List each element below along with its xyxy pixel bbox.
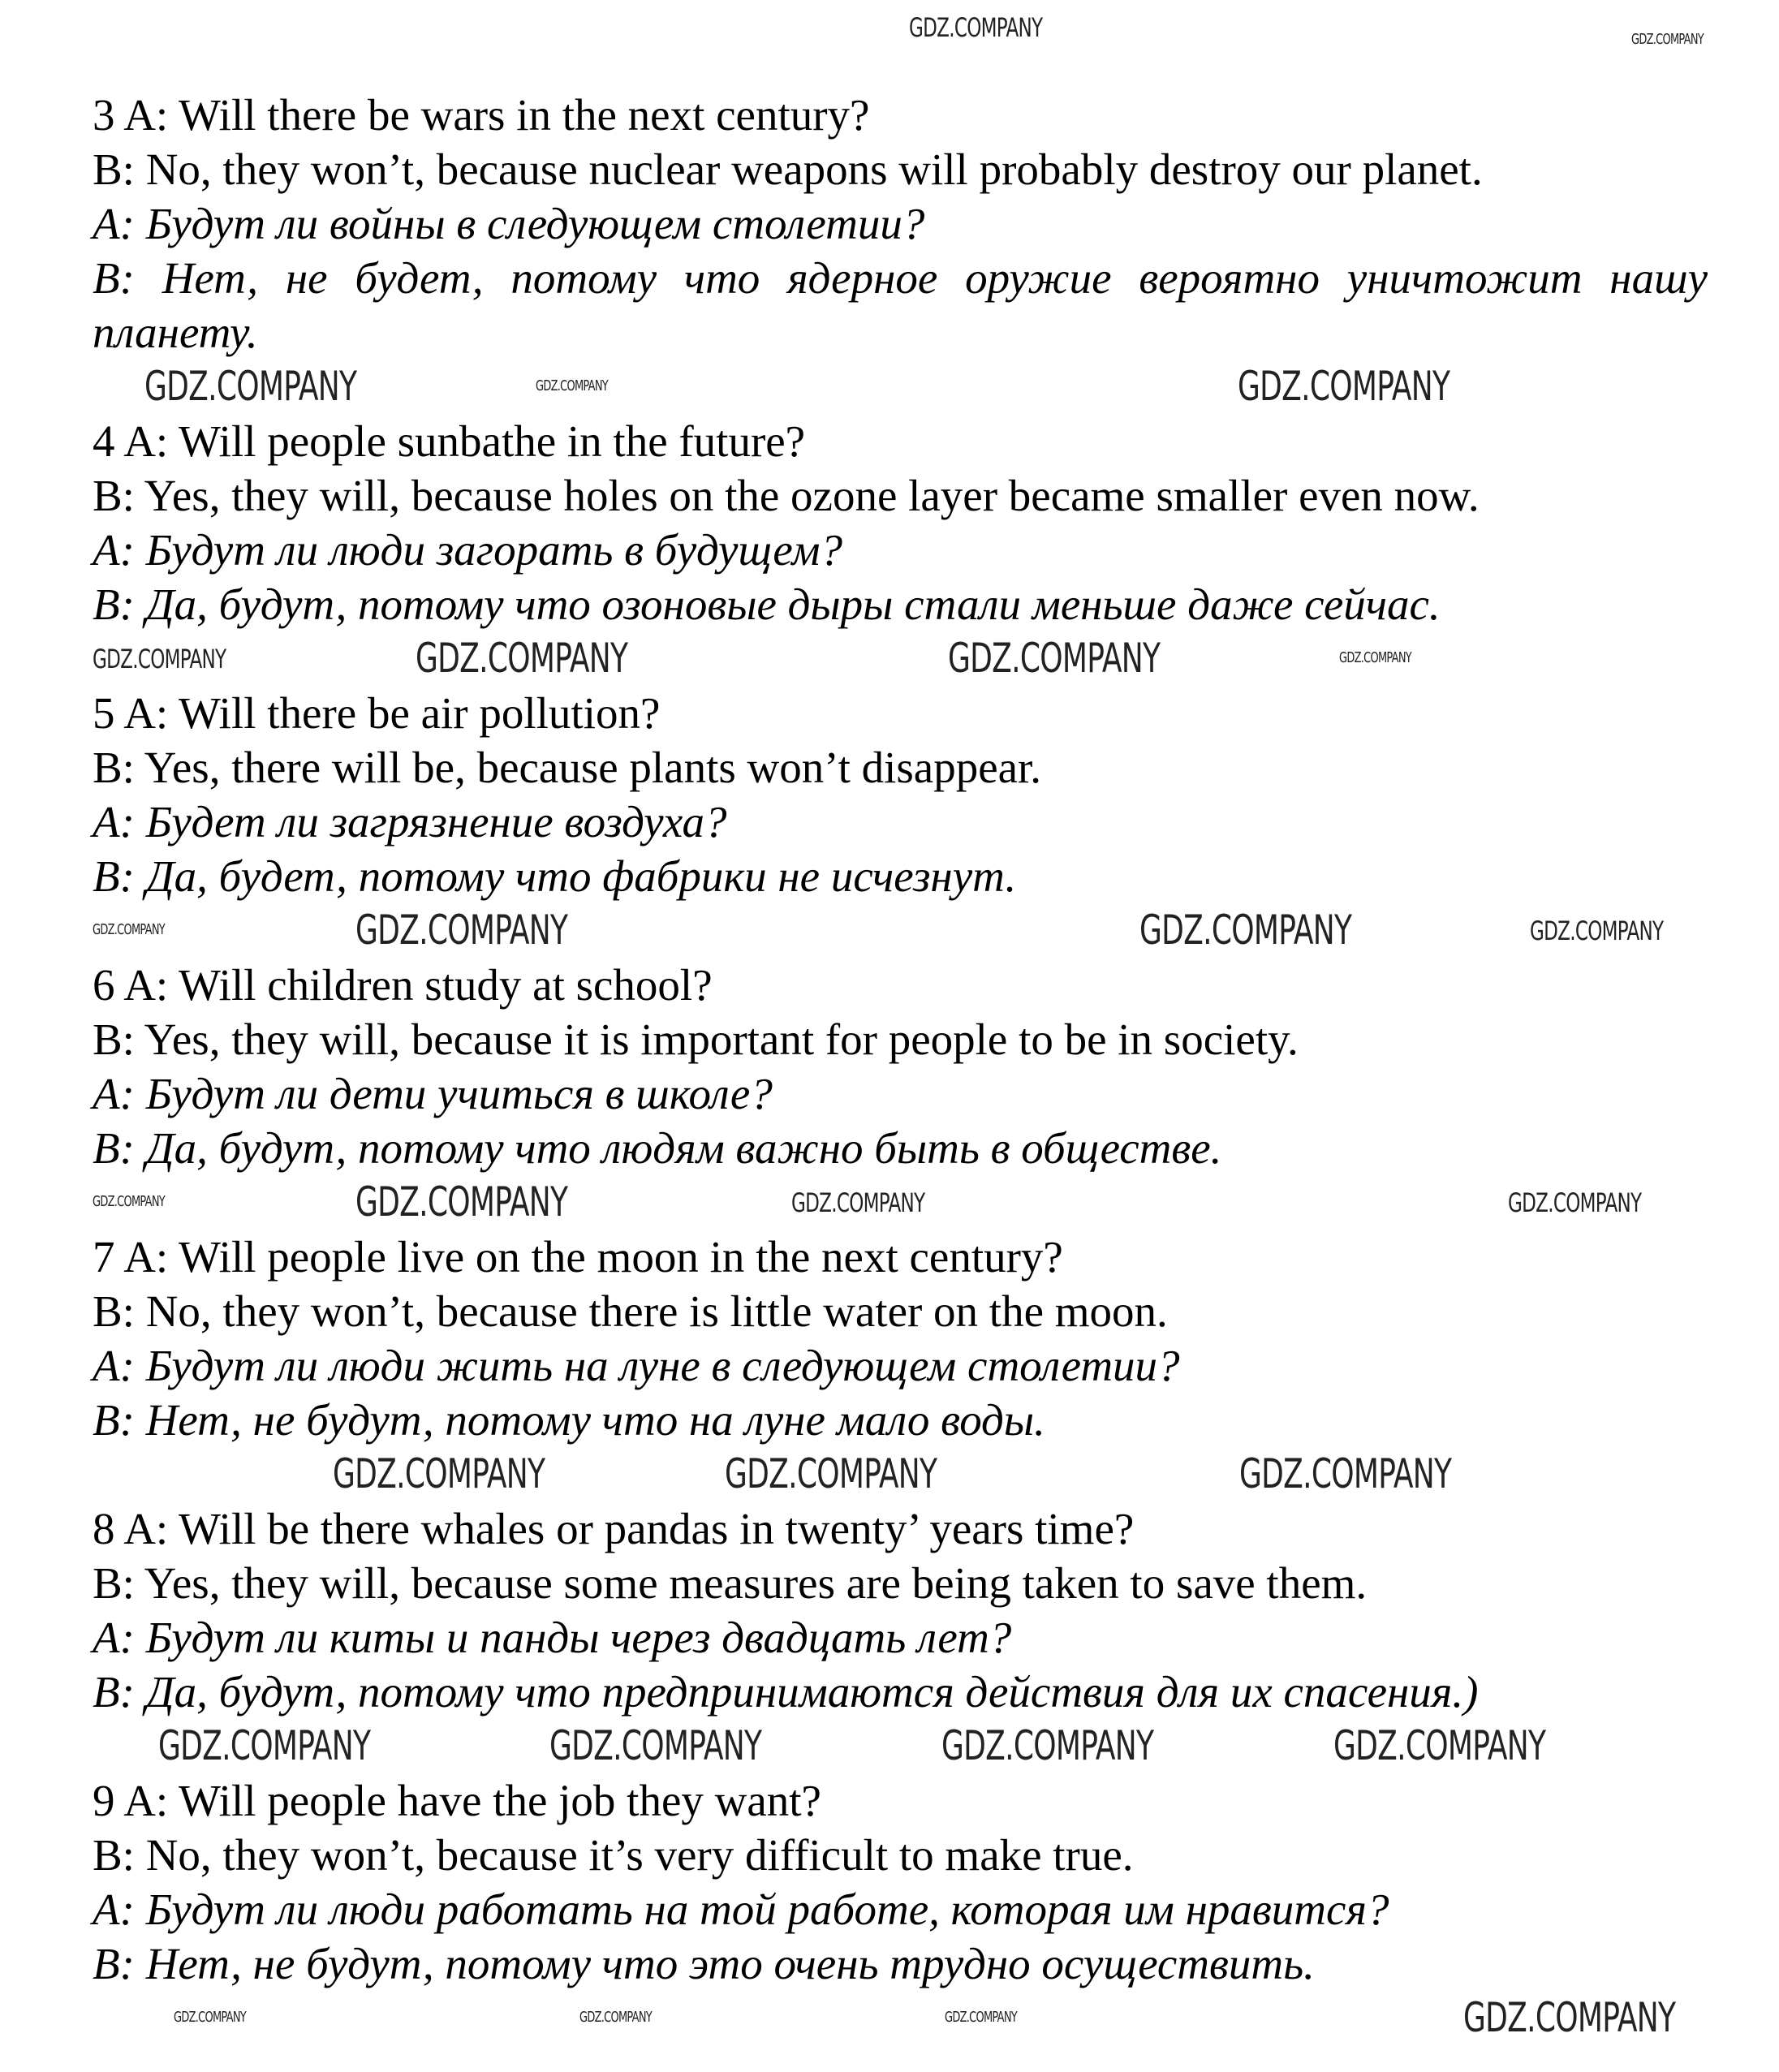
- question-en: 8 A: Will be there whales or pandas in twenty’ years time?: [93, 1504, 1135, 1553]
- watermark: GDZ.COMPANY: [174, 2009, 246, 2026]
- question-ru: A: Будут ли люди работать на той работе, которая им нравится?: [93, 1885, 1389, 1934]
- block-gap: [93, 631, 1708, 686]
- watermark: GDZ.COMPANY: [791, 1187, 925, 1218]
- watermark: GDZ.COMPANY: [945, 2009, 1017, 2026]
- watermark: GDZ.COMPANY: [158, 1722, 371, 1769]
- answer-en: B: No, they won’t, because there is little water on the moon.: [93, 1286, 1168, 1336]
- block-gap: [93, 903, 1708, 958]
- question-ru: A: Будут ли люди загорать в будущем?: [93, 525, 842, 575]
- answer-en: B: Yes, there will be, because plants won’t disappear.: [93, 743, 1042, 792]
- dialogue-9: [93, 1773, 1708, 1991]
- block-gap: [93, 1719, 1708, 1773]
- question-en: 4 A: Will people sunbathe in the future?: [93, 416, 806, 466]
- block-gap: [93, 360, 1708, 414]
- dialogue-5: [93, 686, 1708, 903]
- question-en: 5 A: Will there be air pollution?: [93, 688, 661, 738]
- bottom-margin: [93, 1991, 1708, 2045]
- question-ru: A: Будут ли дети учиться в школе?: [93, 1069, 773, 1118]
- block-gap: [93, 1447, 1708, 1501]
- answer-ru: B: Да, будут, потому что предпринимаются действия для их спасения.): [93, 1667, 1479, 1717]
- watermark: GDZ.COMPANY: [1139, 907, 1352, 954]
- watermark: GDZ.COMPANY: [579, 2009, 652, 2026]
- top-margin: [0, 0, 1779, 88]
- watermark: GDZ.COMPANY: [725, 1450, 937, 1497]
- watermark: GDZ.COMPANY: [144, 363, 357, 410]
- answer-en: B: No, they won’t, because nuclear weapons will probably destroy our planet.: [93, 144, 1483, 194]
- watermark: GDZ.COMPANY: [941, 1722, 1154, 1769]
- watermark: GDZ.COMPANY: [1463, 1994, 1676, 2041]
- answer-ru: B: Нет, не будут, потому что это очень трудно осуществить.: [93, 1939, 1315, 1988]
- dialogue-4: [93, 414, 1708, 631]
- dialogue-6: [93, 958, 1708, 1175]
- question-en: 9 A: Will people have the job they want?: [93, 1776, 821, 1825]
- answer-ru: B: Да, будет, потому что фабрики не исчезнут.: [93, 851, 1017, 901]
- watermark: GDZ.COMPANY: [1530, 915, 1664, 946]
- answer-en: B: No, they won’t, because it’s very difficult to make true.: [93, 1830, 1134, 1880]
- watermark: GDZ.COMPANY: [1333, 1722, 1546, 1769]
- watermark: GDZ.COMPANY: [93, 921, 165, 938]
- question-ru: A: Будут ли люди жить на луне в следующем столетии?: [93, 1341, 1180, 1390]
- answer-en: B: Yes, they will, because holes on the ozone layer became smaller even now.: [93, 471, 1480, 520]
- question-en: 6 A: Will children study at school?: [93, 960, 713, 1010]
- watermark: GDZ.COMPANY: [909, 12, 1043, 43]
- question-ru: A: Будут ли войны в следующем столетии?: [93, 199, 925, 248]
- watermark: GDZ.COMPANY: [93, 1193, 165, 1210]
- answer-en: B: Yes, they will, because some measures are being taken to save them.: [93, 1558, 1368, 1608]
- watermark: GDZ.COMPANY: [416, 635, 628, 682]
- question-en: 3 A: Will there be wars in the next century?: [93, 90, 870, 140]
- block-gap: [93, 1175, 1708, 1230]
- question-ru: A: Будут ли киты и панды через двадцать лет?: [93, 1613, 1012, 1662]
- answer-ru: B: Да, будут, потому что людям важно быть в обществе.: [93, 1123, 1222, 1173]
- question-ru: A: Будет ли загрязнение воздуха?: [93, 797, 727, 846]
- answer-ru: B: Да, будут, потому что озоновые дыры стали меньше даже сейчас.: [93, 579, 1441, 629]
- answer-ru: B: Нет, не будут, потому что на луне мало воды.: [93, 1395, 1045, 1445]
- watermark: GDZ.COMPANY: [1239, 1450, 1452, 1497]
- dialogue-3: [93, 88, 1708, 360]
- question-en: 7 A: Will people live on the moon in the next century?: [93, 1232, 1063, 1282]
- watermark: GDZ.COMPANY: [1508, 1187, 1642, 1218]
- watermark: GDZ.COMPANY: [355, 1178, 568, 1226]
- watermark: GDZ.COMPANY: [355, 907, 568, 954]
- watermark: GDZ.COMPANY: [1238, 363, 1450, 410]
- document-body: [93, 88, 1708, 2045]
- watermark: GDZ.COMPANY: [536, 377, 608, 394]
- watermark: GDZ.COMPANY: [333, 1450, 545, 1497]
- answer-en: B: Yes, they will, because it is important for people to be in society.: [93, 1014, 1299, 1064]
- watermark: GDZ.COMPANY: [93, 644, 226, 674]
- watermark: GDZ.COMPANY: [1631, 31, 1704, 48]
- dialogue-8: [93, 1501, 1708, 1719]
- watermark: GDZ.COMPANY: [549, 1722, 762, 1769]
- answer-ru: B: Нет, не будет, потому что ядерное оружие вероятно уничтожит нашу планету.: [93, 253, 1708, 357]
- watermark: GDZ.COMPANY: [1339, 649, 1411, 666]
- watermark: GDZ.COMPANY: [948, 635, 1161, 682]
- dialogue-7: [93, 1230, 1708, 1447]
